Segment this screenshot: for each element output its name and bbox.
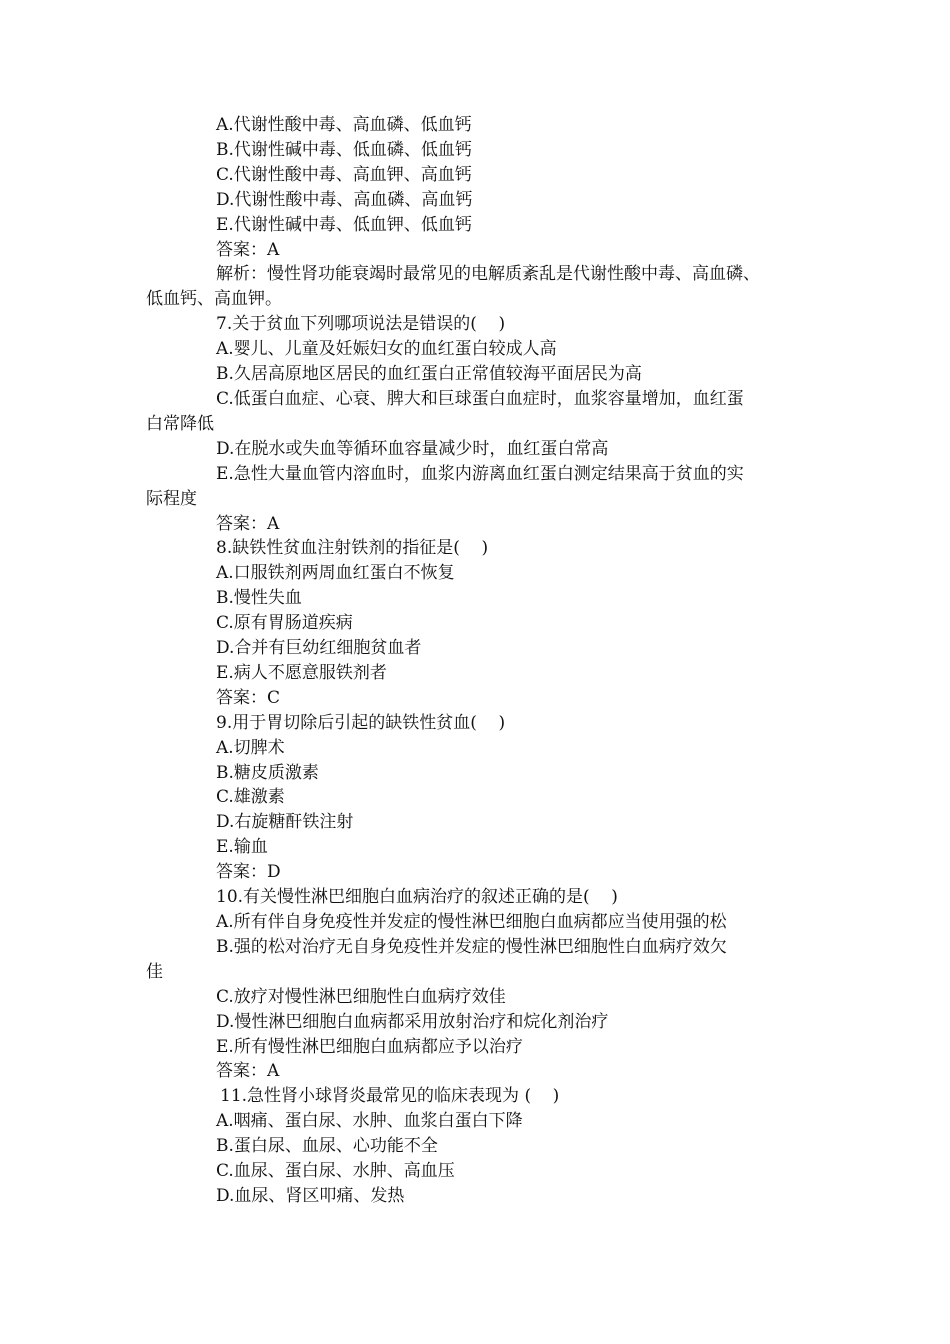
option-10a: A.所有伴自身免疫性并发症的慢性淋巴细胞白血病都应当使用强的松 [216,912,727,932]
option-6e: E.代谢性碱中毒、低血钾、低血钙 [216,214,472,235]
option-7c: C.低蛋白血症、心衰、脾大和巨球蛋白血症时，血浆容量增加，血红蛋 [216,388,744,409]
option-7a: A.婴儿、儿童及妊娠妇女的血红蛋白较成人高 [216,339,557,360]
option-7e-cont: 际程度 [146,488,197,509]
option-6d: D.代谢性酸中毒、高血磷、高血钙 [216,189,473,210]
option-8b: B.慢性失血 [216,588,302,609]
question-8: 8.缺铁性贫血注射铁剂的指征是( ) [216,538,489,559]
option-7d: D.在脱水或失血等循环血容量减少时，血红蛋白常高 [216,438,609,459]
option-7c-cont: 白常降低 [146,413,214,434]
question-7: 7.关于贫血下列哪项说法是错误的( ) [216,314,506,335]
question-10: 10.有关慢性淋巴细胞白血病治疗的叙述正确的是( ) [216,887,618,908]
option-11c: C.血尿、蛋白尿、水肿、高血压 [216,1161,455,1182]
option-6b: B.代谢性碱中毒、低血磷、低血钙 [216,139,472,160]
explanation-6: 解析：慢性肾功能衰竭时最常见的电解质紊乱是代谢性酸中毒、高血磷、 [216,264,760,285]
option-9c: C.雄激素 [216,787,285,808]
option-11b: B.蛋白尿、血尿、心功能不全 [216,1136,438,1157]
option-10b-cont: 佳 [146,961,163,982]
answer-10: 答案：A [216,1061,280,1082]
answer-8: 答案：C [216,687,281,708]
explanation-6-cont: 低血钙、高血钾。 [146,289,282,310]
option-6c: C.代谢性酸中毒、高血钾、高血钙 [216,164,472,185]
option-6a: A.代谢性酸中毒、高血磷、低血钙 [216,115,472,135]
document-page [146,113,810,1209]
option-8c: C.原有胃肠道疾病 [216,613,353,634]
option-10b: B.强的松对治疗无自身免疫性并发症的慢性淋巴细胞性白血病疗效欠 [216,936,727,957]
option-9b: B.糖皮质激素 [216,762,319,783]
answer-7: 答案：A [216,513,280,534]
option-9d: D.右旋糖酐铁注射 [216,812,354,833]
option-9e: E.输血 [216,837,268,858]
option-9a: A.切脾术 [216,737,285,758]
option-8e: E.病人不愿意服铁剂者 [216,662,387,683]
option-8d: D.合并有巨幼红细胞贫血者 [216,638,422,659]
answer-6: 答案：A [216,239,280,260]
question-11: 11.急性肾小球肾炎最常见的临床表现为 ( ) [220,1086,560,1107]
option-10c: C.放疗对慢性淋巴细胞性白血病疗效佳 [216,986,506,1007]
option-11d: D.血尿、肾区叩痛、发热 [216,1185,405,1206]
question-9: 9.用于胃切除后引起的缺铁性贫血( ) [216,712,506,733]
option-7b: B.久居高原地区居民的血红蛋白正常值较海平面居民为高 [216,364,642,385]
option-8a: A.口服铁剂两周血红蛋白不恢复 [216,563,455,584]
option-10e: E.所有慢性淋巴细胞白血病都应予以治疗 [216,1036,523,1057]
option-11a: A.咽痛、蛋白尿、水肿、血浆白蛋白下降 [216,1111,523,1132]
option-10d: D.慢性淋巴细胞白血病都采用放射治疗和烷化剂治疗 [216,1011,609,1032]
option-7e: E.急性大量血管内溶血时，血浆内游离血红蛋白测定结果高于贫血的实 [216,463,744,484]
answer-9: 答案：D [216,862,281,883]
